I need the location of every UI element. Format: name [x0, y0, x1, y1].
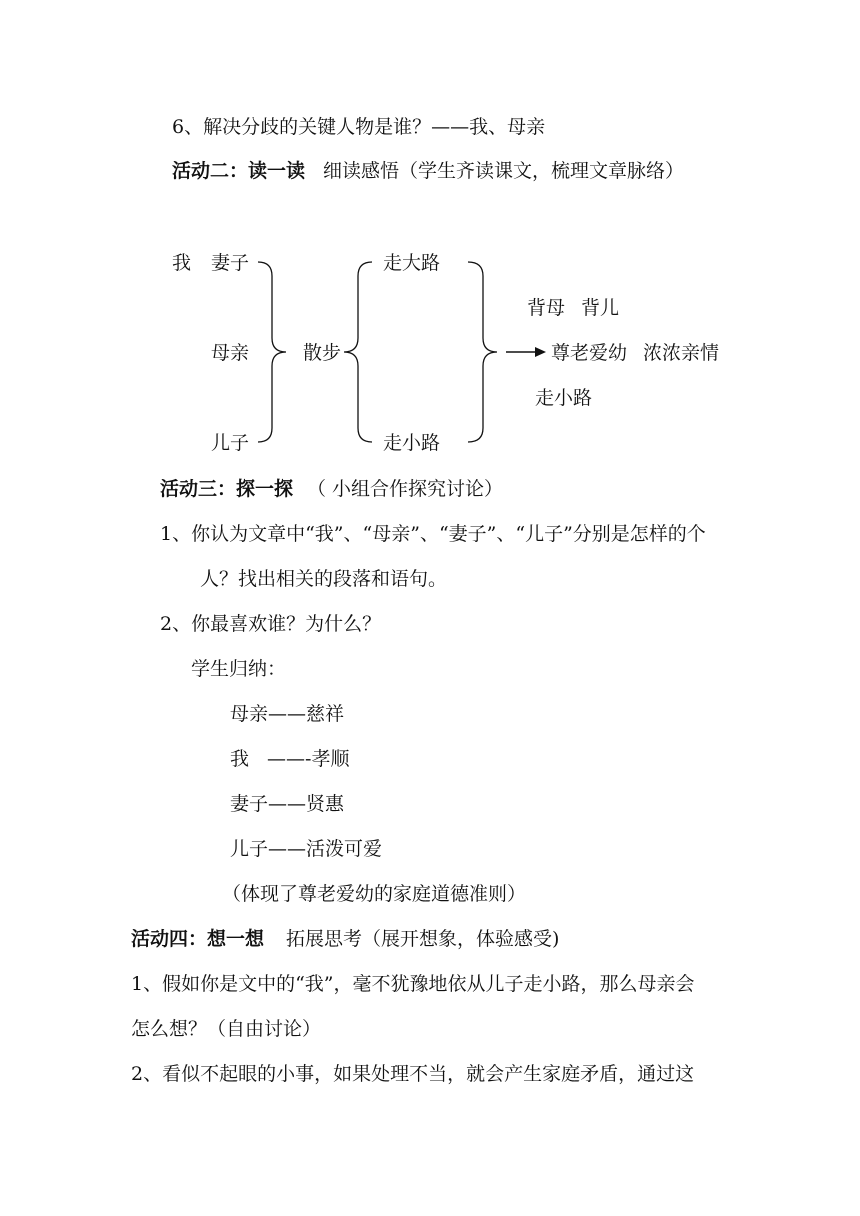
node-respect: 尊老爱幼 [551, 342, 628, 364]
summary-note: （体现了尊老爱幼的家庭道德准则） [222, 883, 527, 905]
activity-3-title: 活动三：探一探 [160, 478, 294, 500]
activity-4-line [131, 927, 559, 951]
node-walk: 散步 [303, 342, 342, 364]
summary-label: 学生归纳： [191, 658, 287, 680]
activity-3-q2: 2、你最喜欢谁？为什么？ [160, 613, 382, 635]
arrow-head [535, 347, 546, 357]
node-small-road-2: 走小路 [535, 387, 593, 409]
node-carry: 背母 背儿 [527, 297, 620, 319]
node-big-road: 走大路 [383, 252, 441, 274]
summary-mother: 母亲——慈祥 [230, 703, 345, 725]
node-me: 我 [172, 252, 192, 274]
node-mother: 母亲 [211, 342, 250, 364]
brace-roads-open [344, 262, 372, 442]
activity-4-title: 活动四：想一想 [131, 928, 265, 950]
activity-4-q1-line2: 怎么想？（自由讨论） [131, 1018, 322, 1040]
activity-3-q1-line1: 1、你认为文章中“我”、“母亲”、“妻子”、“儿子”分别是怎样的个 [160, 523, 706, 545]
node-wife: 妻子 [211, 252, 250, 274]
brace-people [258, 262, 286, 442]
node-affection: 浓浓亲情 [643, 342, 720, 364]
summary-wife: 妻子——贤惠 [230, 793, 345, 815]
node-son: 儿子 [211, 432, 250, 454]
question-6: 6、解决分歧的关键人物是谁？——我、母亲 [172, 116, 546, 138]
activity-4-q2: 2、看似不起眼的小事，如果处理不当，就会产生家庭矛盾，通过这 [131, 1063, 695, 1085]
summary-son: 儿子——活泼可爱 [230, 838, 383, 860]
node-small-road: 走小路 [383, 432, 441, 454]
activity-3-desc: （ 小组合作探究讨论） [307, 478, 504, 500]
activity-3-q1-line2: 人？找出相关的段落和语句。 [200, 568, 448, 590]
activity-2-title: 活动二：读一读 [172, 160, 306, 182]
activity-4-desc: 拓展思考（展开想象，体验感受) [286, 928, 560, 950]
activity-2-desc: 细读感悟（学生齐读课文，梳理文章脉络） [323, 160, 685, 182]
activity-4-q1-line1: 1、假如你是文中的“我”，毫不犹豫地依从儿子走小路，那么母亲会 [131, 973, 695, 995]
activity-3-line [160, 477, 503, 501]
brace-roads-close [468, 262, 497, 442]
summary-me: 我 ——-孝顺 [230, 748, 350, 770]
